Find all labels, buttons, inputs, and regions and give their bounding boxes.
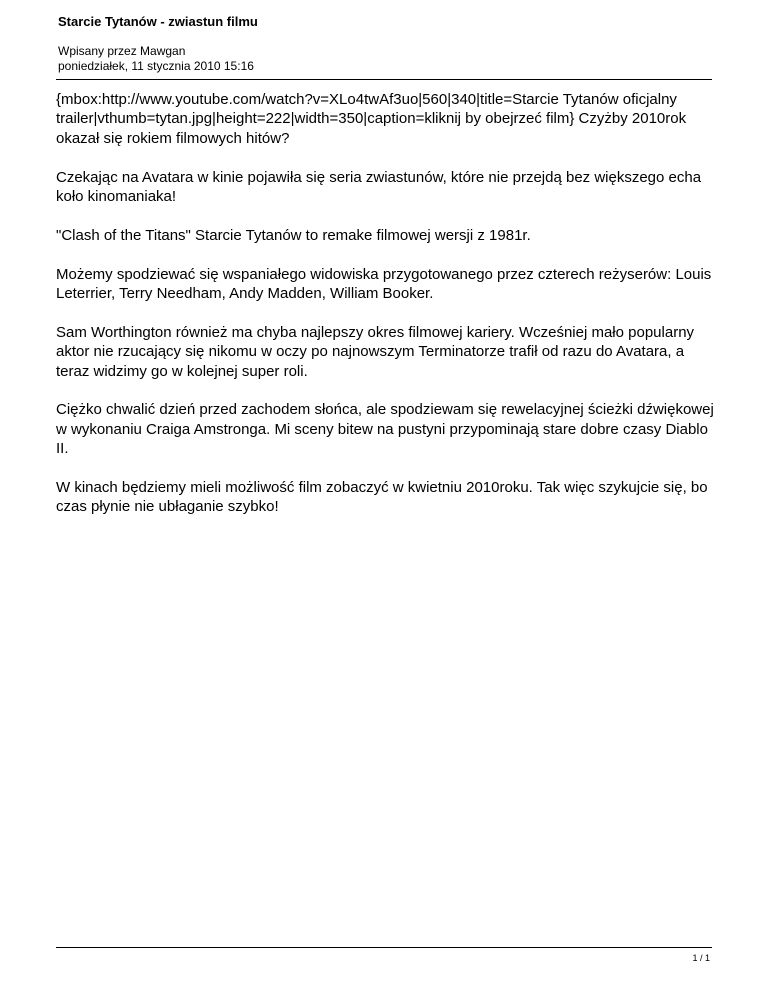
article-paragraph: Czekając na Avatara w kinie pojawiła się seria zwiastunów, które nie przejdą bez większego echa koło kinomaniaka! <box>56 168 702 206</box>
page-number: 1 / 1 <box>692 953 710 963</box>
article-paragraph: "Clash of the Titans" Starcie Tytanów to remake filmowej wersji z 1981r. <box>56 226 531 244</box>
article-paragraph: Sam Worthington również ma chyba najlepszy okres filmowej kariery. Wcześniej mało popularny aktor nie rzucający się nikomu w oczy po najnowszym Terminatorze trafił od razu do Avatara, a teraz widzimy go w kolejnej super roli. <box>56 323 695 380</box>
document-title: Starcie Tytanów - zwiastun filmu <box>58 14 258 29</box>
article-body <box>56 90 716 536</box>
article-paragraph: W kinach będziemy mieli możliwość film zobaczyć w kwietniu 2010roku. Tak więc szykujcie się, bo czas płynie nie ubłaganie szybko! <box>56 479 708 516</box>
footer-divider <box>56 947 712 948</box>
date-line: poniedziałek, 11 stycznia 2010 15:16 <box>58 59 254 73</box>
article-paragraph: Możemy spodziewać się wspaniałego widowiska przygotowanego przez czterech reżyserów: Louis Leterrier, Terry Needham, Andy Madden, William Booker. <box>56 265 712 303</box>
article-paragraph: Ciężko chwalić dzień przed zachodem słońca, ale spodziewam się rewelacyjnej ścieżki dźwiękowej w wykonaniu Craiga Amstronga. Mi sceny bitew na pustyni przypominają stare dobre czasy Diablo II. <box>56 401 714 458</box>
article-meta <box>58 44 254 74</box>
article-paragraph: {mbox:http://www.youtube.com/watch?v=XLo4twAf3uo|560|340|title=Starcie Tytanów oficjalny trailer|vthumb=tytan.jpg|height=222|width=350|caption=kliknij by obejrzeć film} Czyżby 2010rok okazał się rokiem filmowych hitów? <box>56 91 687 147</box>
author-line: Wpisany przez Mawgan <box>58 44 186 58</box>
header-divider <box>56 79 712 80</box>
